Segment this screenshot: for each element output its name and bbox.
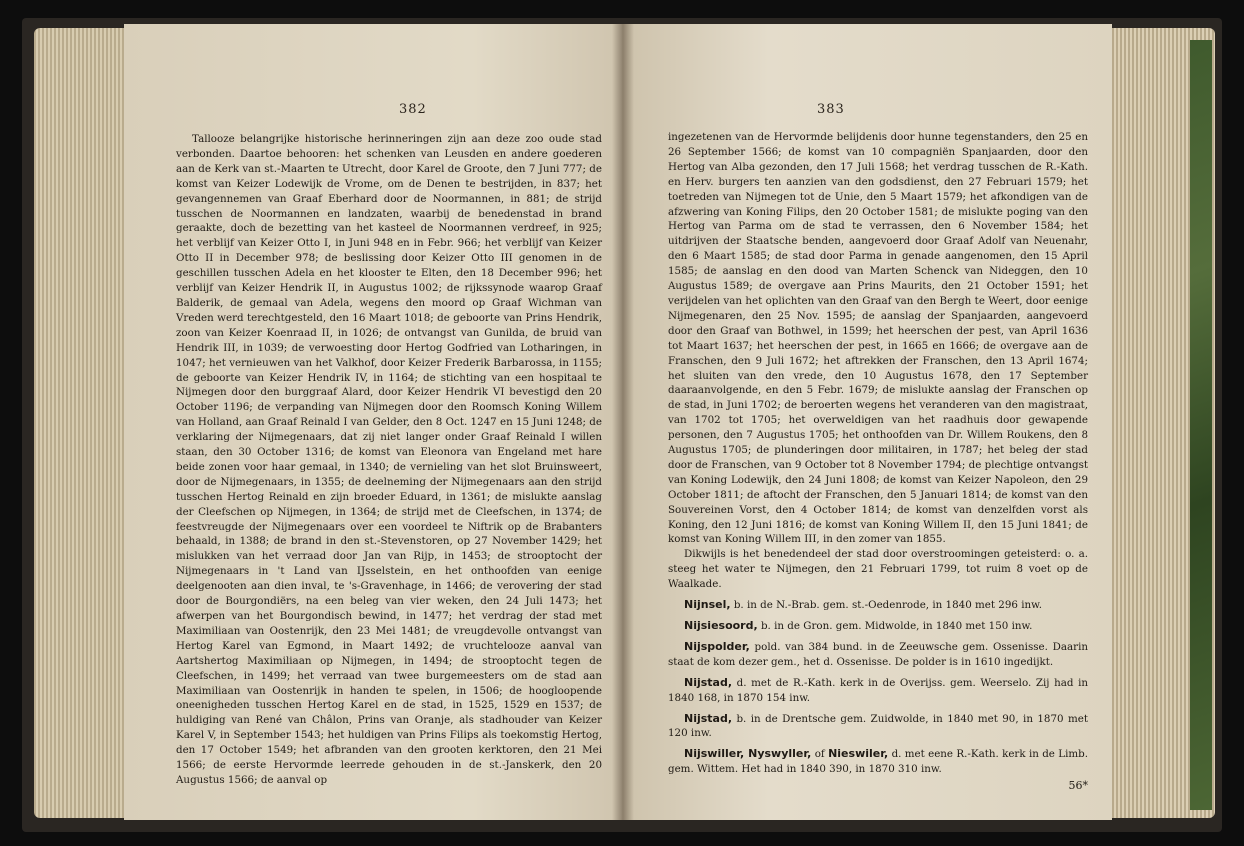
right-page <box>622 24 1112 820</box>
left-page <box>124 24 622 820</box>
paragraph: Tallooze belangrijke historische herinneringen zijn aan deze zoo oude stad verbonden. Daartoe behooren: het schenken van Leusden en andere goederen aan de Kerk van st.-Maarten te Utrecht, door Karel de Groote, den 7 Juni 777; de komst van Keizer Lodewijk de Vrome, om de Denen te bestrijden, in 837; het gevangennemen van Graaf Eberhard door de Noormannen, in 881; de strijd tusschen de Noormannen en landzaten, waarbij de benedenstad in brand geraakte, doch de bezetting van het kasteel de Noormannen verdreef, in 925; het verblijf van Keizer Otto I, in Juni 948 en in Febr. 966; het verblijf van Keizer Otto II in December 978; de beslissing door Keizer Otto III genomen in de geschillen tusschen Adela en het klooster te Elten, den 18 December 996; het verblijf van Keizer Hendrik II, in Augustus 1002; de rijkssynode waarop Graaf Balderik, de gemaal van Adela, wegens den moord op Graaf Wichman van Vreden werd terechtgesteld, den 16 Maart 1018; de geboorte van Prins Hendrik, zoon van Keizer Koenraad II, in 1026; de ontvangst van Gunilda, de bruid van Hendrik III, in 1039; de verwoesting door Hertog Godfried van Lotharingen, in 1047; het vernieuwen van het Valkhof, door Keizer Frederik Barbarossa, in 1155; de geboorte van Keizer Hendrik IV, in 1164; de stichting van een hospitaal te Nijmegen door den burggraaf Alard, door Keizer Hendrik VI bevestigd den 20 October 1196; de verpanding van Nijmegen door den Roomsch Koning Willem van Holland, aan Graaf Reinald I van Gelder, den 8 Oct. 1247 en 15 Juni 1248; de verklaring der Nijmegenaars, dat zij niet langer onder Graaf Reinald I willen staan, den 30 October 1316; de komst van Eleonora van Engeland met hare beide zonen voor haar gemaal, in 1340; de vernieling van het slot Bruinsweert, door de Nijmegenaars, in 1355; de deelneming der Nijmegenaars aan den strijd tusschen Hertog Reinald en zijn broeder Eduard, in 1361; de mislukte aanslag der Cleefschen op Nijmegen, in 1364; de strijd met de Cleefschen, in 1374; de feestvreugde der Nijmegenaars over een voordeel te Niftrik op de Brabanters behaald, in 1388; de brand in den st.-Stevenstoren, op 27 November 1429; het mislukken van het verraad door Jan van Rijp, in 1453; de strooptocht der Nijmegenaars in 't Land van IJsselstein, en het onthoofden van eenige deelgenooten aan dien inval, te 's-Gravenhage, in 1466; de verovering der stad door de Bourgondiërs, na een beleg van vier weken, den 24 Juli 1473; het afwerpen van het Bourgondisch bewind, in 1477; het verdrag der stad met Maximiliaan van Oostenrijk, den 23 Mei 1481; de vreugdevolle ontvangst van Hertog Karel van Egmond, in Maart 1492; de vruchtelooze aanval van Aartshertog Maximiliaan op Nijmegen, in 1494; de strooptocht tegen de Cleefschen, in 1499; het verraad van twee burgemeesters om de stad aan Maximiliaan van Oostenrijk in handen te spelen, in 1506; de hoogloopende oneenigheden tusschen Hertog Karel en de stad, in 1525, 1529 en 1537; de huldiging van René van Châlon, Prins van Oranje, als stadhouder van Keizer Karel V, in September 1543; het huldigen van Prins Filips als toekomstig Hertog, den 17 October 1549; het afbranden van den grooten kerktoren, den 21 Mei 1566; de eerste Hervormde leerrede gehouden in de st.-Janskerk, den 20 Augustus 1566; de aanval op <box>176 133 602 786</box>
book-gutter <box>612 24 634 820</box>
paragraph-flood: Dikwijls is het benedendeel der stad door overstroomingen geteisterd: o. a. steeg het water te Nijmegen, den 21 Februari 1799, tot ruim 8 voet op de Waalkade. <box>668 548 1088 591</box>
entry-term: Nijstad, <box>684 711 733 725</box>
right-page-text <box>668 130 1088 794</box>
left-page-text <box>176 132 602 788</box>
entry-body: b. in de Gron. gem. Midwolde, in 1840 met 150 inw. <box>757 620 1033 632</box>
paragraph: ingezetenen van de Hervormde belijdenis door hunne tegenstanders, den 25 en 26 September 1566; de komst van 10 compagniën Spanjaarden, door den Hertog van Alba gezonden, den 17 Juli 1568; het verdrag tusschen de R.-Kath. en Herv. burgers ten aanzien van den godsdienst, den 27 Februari 1579; het toetreden van Nijmegen tot de Unie, den 5 Maart 1579; het afkondigen van de afzwering van Koning Filips, den 20 October 1581; de mislukte poging van den Hertog van Parma om de stad te verrassen, den 6 November 1584; het uitdrijven der Staatsche benden, aangevoerd door Graaf Adolf van Neuenahr, den 6 Maart 1585; de stad door Parma in genade aangenomen, den 15 April 1585; de aanslag en den dood van Marten Schenck van Nideggen, den 10 Augustus 1589; de overgave aan Prins Maurits, den 21 October 1591; het verijdelen van het oplichten van den Graaf van den Bergh te Weert, door eenige Nijmegenaren, den 25 Nov. 1595; de aanslag der Spanjaarden, aangevoerd door den Graaf van Bothwel, in 1599; het heerschen der pest, van April 1636 tot Maart 1637; het heerschen der pest, in 1665 en 1666; de overgave aan de Franschen, den 9 Juli 1672; het aftrekken der Franschen, den 13 April 1674; het sluiten van den vrede, den 10 Augustus 1678, den 17 September daaraanvolgende, en den 5 Febr. 1679; de mislukte aanslag der Franschen op de stad, in Juni 1702; de beroerten wegens het veranderen van den magistraat, van 1702 tot 1705; het overweldigen van het raadhuis door gewapende personen, den 7 Augustus 1705; het onthoofden van Dr. Willem Roukens, den 8 Augustus 1705; de plunderingen door militairen, in 1787; het beleg der stad door de Franschen, van 9 October tot 8 November 1794; de plechtige ontvangst van Koning Lodewijk, den 24 Juni 1808; de komst van Keizer Napoleon, den 29 October 1811; de aftocht der Franschen, den 5 Januari 1814; de komst van den Souvereinen Vorst, den 4 October 1814; de komst van denzelfden vorst als Koning, den 12 Juni 1816; de komst van Koning Willem II, den 15 Juni 1841; de komst van Koning Willem III, in den zomer van 1855. <box>668 131 1088 546</box>
page-edges-left <box>34 28 124 818</box>
entry <box>668 712 1088 742</box>
entry-term: Nijsiesoord, <box>684 619 758 632</box>
entry <box>668 676 1088 706</box>
entry-term: Nijswiller, Nyswyller, <box>684 747 812 761</box>
entry-connector: of <box>811 748 829 761</box>
entry <box>668 747 1088 777</box>
entry-term: Nijstad, <box>684 675 733 689</box>
signature-mark: 56* <box>1068 779 1088 793</box>
page-number-right: 383 <box>817 102 845 117</box>
entry-body: b. in de Drentsche gem. Zuidwolde, in 1840 met 90, in 1870 met 120 inw. <box>668 712 1088 740</box>
entry-body: pold. van 384 bund. in de Zeeuwsche gem. Ossenisse. Daarin staat de kom dezer gem., het d. Ossenisse. De polder is in 1610 ingedijkt. <box>668 640 1088 668</box>
marbled-cover-edge <box>1190 40 1212 810</box>
entry-body: b. in de N.-Brab. gem. st.-Oedenrode, in 1840 met 296 inw. <box>730 599 1043 612</box>
entry-body: d. met eene R.-Kath. kerk in de Limb. gem. Wittem. Het had in 1840 390, in 1870 310 inw. <box>668 748 1088 776</box>
entry-body: d. met de R.-Kath. kerk in de Overijss. gem. Weerselo. Zij had in 1840 168, in 1870 154 inw. <box>668 676 1088 704</box>
entry-term: Nijnsel, <box>684 598 731 612</box>
entry <box>668 619 1088 634</box>
page-number-left: 382 <box>399 102 427 117</box>
entry-term-alt: Nieswiler, <box>828 747 889 761</box>
entry <box>668 640 1088 670</box>
entry <box>668 598 1088 613</box>
entry-term: Nijspolder, <box>684 639 750 653</box>
